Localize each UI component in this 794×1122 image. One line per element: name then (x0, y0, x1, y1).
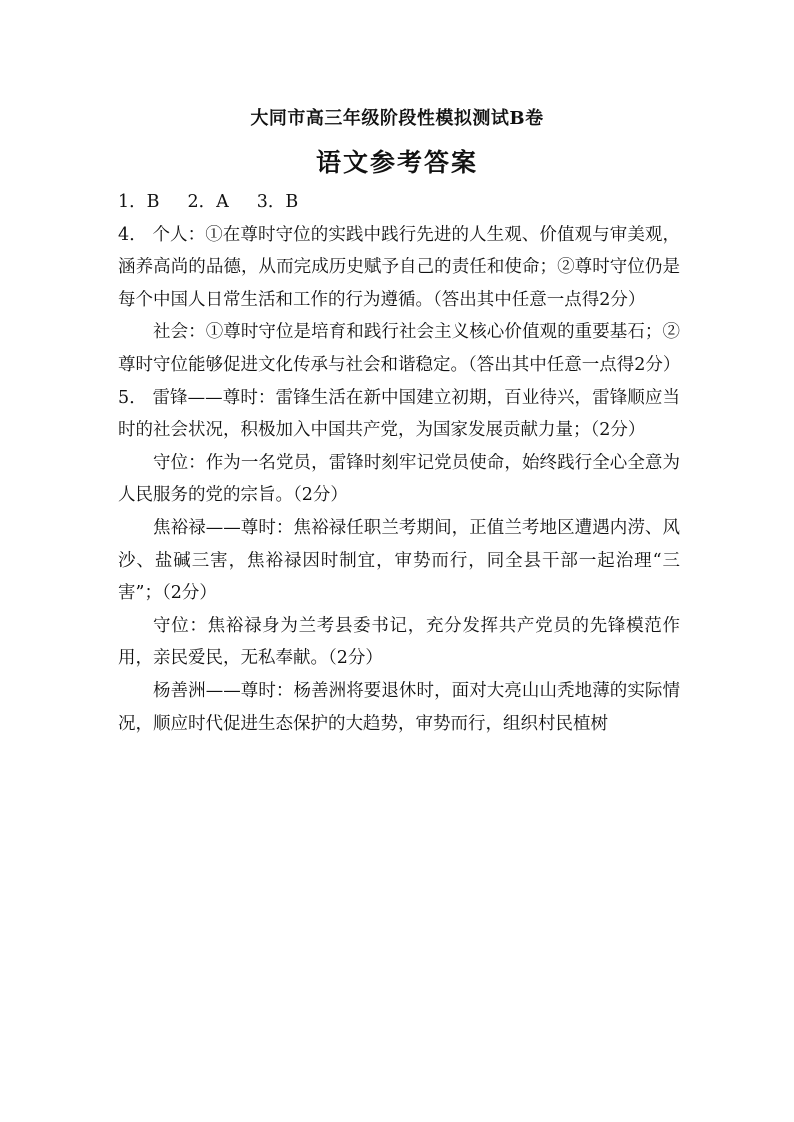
answer-q5-jiao-duty: 守位：焦裕禄身为兰考县委书记，充分发挥共产党员的先锋模范作用，亲民爱民，无私奉献。（2分） (118, 615, 680, 669)
page-title: 语文参考答案 (315, 148, 478, 177)
answer-q4-personal: 4． 个人：①在尊时守位的实践中践行先进的人生观、价值观与审美观，涵养高尚的品德，从而完成历史赋予自己的责任和使命；②尊时守位仍是每个中国人日常生活和工作的行为遵循。（答出其中任意一点得2分） (118, 224, 680, 310)
answer-q4-social: 社会：①尊时守位是培育和践行社会主义核心价值观的重要基石；②尊时守位能够促进文化传承与社会和谐稳定。（答出其中任意一点得2分） (118, 322, 681, 375)
answer-q5-jiao-time: 焦裕禄——尊时：焦裕禄任职兰考期间，正值兰考地区遭遇内涝、风沙、盐碱三害，焦裕禄因时制宜，审势而行，同全县干部一起治理“三害”；（2分） (118, 517, 680, 604)
answer-q3: 3．B (256, 192, 299, 212)
answer-q2: 2．A (187, 192, 229, 212)
answer-q5-leifeng-duty: 守位：作为一名党员，雷锋时刻牢记党员使命，始终践行全心全意为人民服务的党的宗旨。（2分） (118, 452, 680, 506)
multiple-choice-answers (118, 186, 680, 219)
answer-q5-yang-time: 杨善洲——尊时：杨善洲将要退休时，面对大亮山山秃地薄的实际情况，顺应时代促进生态保护的大趋势，审势而行，组织村民植树 (118, 680, 680, 734)
answer-q1: 1．B (118, 192, 160, 212)
exam-subtitle: 大同市高三年级阶段性模拟测试B卷 (250, 108, 544, 129)
answer-q5-leifeng-time: 5． 雷锋——尊时：雷锋生活在新中国建立初期，百业待兴，雷锋顺应当时的社会状况，积极加入中国共产党，为国家发展贡献力量；（2分） (118, 387, 680, 441)
answer-body (118, 186, 680, 740)
